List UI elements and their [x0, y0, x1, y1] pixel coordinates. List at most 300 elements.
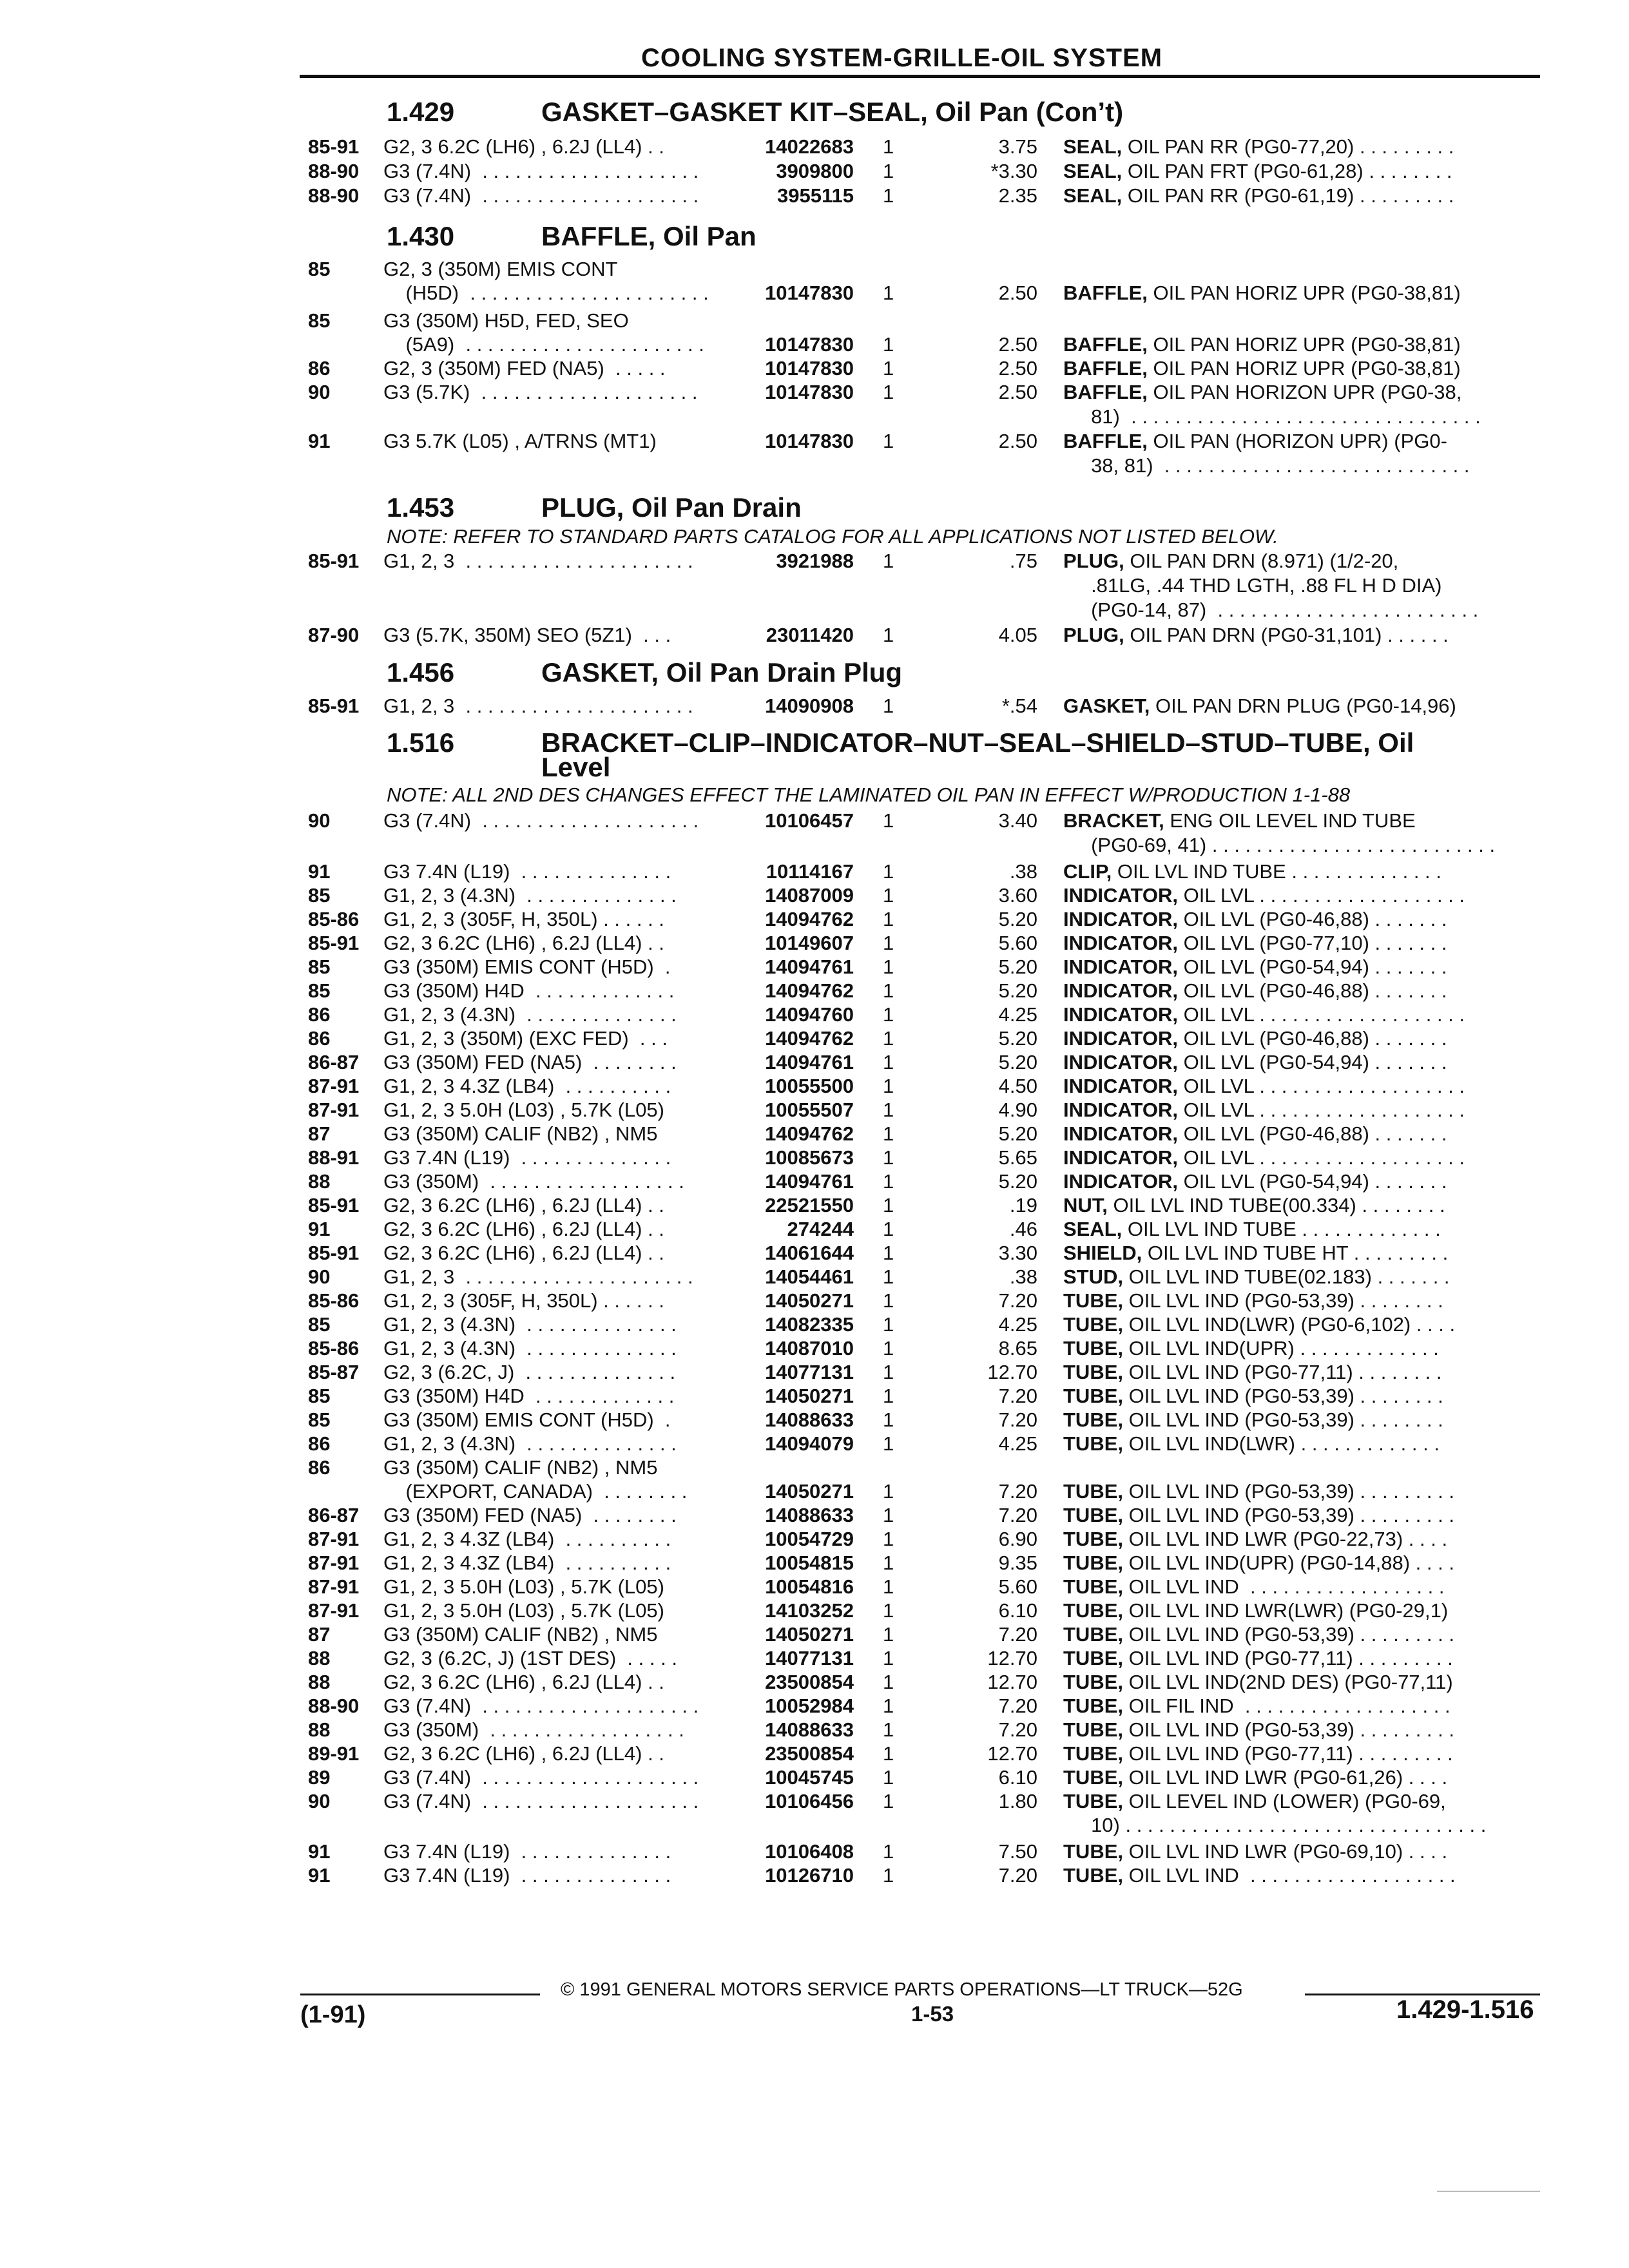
part-number: 14087009 [765, 884, 854, 907]
quantity: 1 [883, 184, 894, 207]
footer-page-number: 1-53 [911, 2002, 954, 2026]
quantity: 1 [883, 1385, 894, 1407]
section-heading [387, 97, 1123, 128]
application: G3 (350M) . . . . . . . . . . . . . . . . . . [383, 1718, 684, 1741]
part-number: 14050271 [765, 1289, 854, 1312]
model-years: 88 [308, 1718, 331, 1741]
price: 5.20 [998, 1122, 1037, 1145]
part-number: 14094762 [765, 979, 854, 1002]
price: 7.20 [998, 1385, 1037, 1407]
price: 4.05 [998, 624, 1037, 646]
quantity: 1 [883, 956, 894, 978]
description [1063, 1671, 1453, 1694]
part-number: 22521550 [765, 1194, 854, 1216]
part-number: 14061644 [765, 1242, 854, 1264]
part-number: 274244 [787, 1218, 854, 1240]
part-name: TUBE, [1063, 1575, 1123, 1598]
model-years: 88-90 [308, 160, 360, 182]
description-text: OIL LVL (PG0-46,88) . . . . . . . [1183, 908, 1447, 930]
description-text: OIL LVL (PG0-54,94) . . . . . . . [1183, 1170, 1447, 1193]
part-name: SEAL, [1063, 1218, 1123, 1240]
part-name: TUBE, [1063, 1289, 1123, 1312]
part-number: 14077131 [765, 1647, 854, 1669]
application: G1, 2, 3 4.3Z (LB4) . . . . . . . . . . [383, 1075, 671, 1097]
description [1063, 184, 1454, 207]
part-number: 14090908 [765, 695, 854, 717]
model-years: 87-91 [308, 1575, 360, 1598]
part-name: SEAL, [1063, 160, 1123, 182]
price: 2.50 [998, 282, 1037, 304]
model-years: 88-90 [308, 184, 360, 207]
quantity: 1 [883, 1432, 894, 1455]
description [1063, 1337, 1439, 1360]
model-years: 85-86 [308, 908, 360, 930]
price: 2.50 [998, 430, 1037, 452]
part-name: TUBE, [1063, 1647, 1123, 1669]
application: (H5D) . . . . . . . . . . . . . . . . . . . . . . [383, 282, 709, 304]
part-number: 10114167 [766, 860, 854, 883]
model-years: 85-91 [308, 1242, 360, 1264]
application: G1, 2, 3 (4.3N) . . . . . . . . . . . . . . [383, 1003, 677, 1026]
part-number: 14088633 [765, 1408, 854, 1431]
part-name: BAFFLE, [1063, 357, 1148, 380]
part-number: 14087010 [765, 1337, 854, 1360]
quantity: 1 [883, 1361, 894, 1383]
price: 5.20 [998, 956, 1037, 978]
model-years: 87-91 [308, 1599, 360, 1622]
part-number: 14094761 [765, 1051, 854, 1073]
application: G3 (350M) FED (NA5) . . . . . . . . [383, 1504, 677, 1526]
price: 7.50 [998, 1840, 1037, 1863]
application: G3 (5.7K, 350M) SEO (5Z1) . . . [383, 624, 671, 646]
description [1063, 860, 1441, 883]
price: 7.20 [998, 1695, 1037, 1717]
model-years: 87-91 [308, 1552, 360, 1574]
quantity: 1 [883, 1313, 894, 1336]
application: G3 7.4N (L19) . . . . . . . . . . . . . . [383, 1146, 671, 1169]
quantity: 1 [883, 381, 894, 403]
quantity: 1 [883, 1790, 894, 1812]
price: 7.20 [998, 1623, 1037, 1646]
description [1063, 574, 1441, 597]
price: 4.90 [998, 1099, 1037, 1121]
description [1063, 884, 1465, 907]
application: G3 (7.4N) . . . . . . . . . . . . . . . . . . . . [383, 160, 699, 182]
description-text: 38, 81) . . . . . . . . . . . . . . . . . . . . . . . . . . . . [1063, 454, 1470, 477]
quantity: 1 [883, 430, 894, 452]
part-number: 23500854 [765, 1671, 854, 1693]
part-number: 23500854 [765, 1742, 854, 1765]
model-years: 90 [308, 1265, 331, 1288]
description-text: OIL PAN DRN (8.971) (1/2-20, [1130, 550, 1399, 572]
description-text: OIL LEVEL IND (LOWER) (PG0-69, [1128, 1790, 1446, 1812]
description [1063, 1242, 1448, 1265]
description [1063, 1075, 1465, 1098]
scan-mark [1437, 2191, 1540, 2192]
part-number: 14050271 [765, 1480, 854, 1503]
quantity: 1 [883, 1242, 894, 1264]
part-name: TUBE, [1063, 1742, 1123, 1765]
description [1063, 1480, 1454, 1503]
application: (EXPORT, CANADA) . . . . . . . . [383, 1480, 688, 1503]
description-text: OIL LVL IND (PG0-53,39) . . . . . . . . . [1128, 1504, 1454, 1526]
price: 5.60 [998, 1575, 1037, 1598]
description-text: OIL LVL IND (PG0-77,11) . . . . . . . . . [1128, 1742, 1453, 1765]
application: G3 (350M) CALIF (NB2) , NM5 [383, 1623, 658, 1646]
page-header-title: COOLING SYSTEM-GRILLE-OIL SYSTEM [641, 44, 1163, 72]
application: G1, 2, 3 . . . . . . . . . . . . . . . . . . . . . [383, 1265, 693, 1288]
price: 5.65 [998, 1146, 1037, 1169]
price: 5.20 [998, 979, 1037, 1002]
application: G1, 2, 3 5.0H (L03) , 5.7K (L05) [383, 1599, 664, 1622]
description [1063, 405, 1481, 428]
part-name: TUBE, [1063, 1408, 1123, 1431]
part-name: TUBE, [1063, 1432, 1123, 1455]
application: G1, 2, 3 (305F, H, 350L) . . . . . . [383, 1289, 664, 1312]
application: G2, 3 (350M) FED (NA5) . . . . . [383, 357, 666, 380]
price: 7.20 [998, 1718, 1037, 1741]
description [1063, 333, 1461, 356]
description-text: OIL LVL . . . . . . . . . . . . . . . . . . . [1183, 884, 1465, 907]
description [1063, 932, 1447, 955]
model-years: 88-91 [308, 1146, 360, 1169]
price: 12.70 [987, 1647, 1037, 1669]
description-text: 10) . . . . . . . . . . . . . . . . . . . . . . . . . . . . . . . . . [1063, 1814, 1487, 1836]
description-text: ENG OIL LEVEL IND TUBE [1170, 809, 1416, 832]
price: 6.10 [998, 1599, 1037, 1622]
application: G3 5.7K (L05) , A/TRNS (MT1) [383, 430, 657, 452]
part-name: INDICATOR, [1063, 1099, 1178, 1121]
price: 6.10 [998, 1766, 1037, 1789]
price: 3.40 [998, 809, 1037, 832]
application: G2, 3 6.2C (LH6) , 6.2J (LL4) . . [383, 135, 664, 158]
part-number: 14103252 [765, 1599, 854, 1622]
application: G1, 2, 3 5.0H (L03) , 5.7K (L05) [383, 1575, 664, 1598]
model-years: 90 [308, 381, 331, 403]
part-name: BAFFLE, [1063, 333, 1148, 356]
description-text: OIL LVL IND TUBE(00.334) . . . . . . . . [1113, 1194, 1445, 1216]
part-name: TUBE, [1063, 1504, 1123, 1526]
description-text: OIL LVL . . . . . . . . . . . . . . . . . . . [1183, 1003, 1465, 1026]
quantity: 1 [883, 1528, 894, 1550]
model-years: 85 [308, 258, 331, 280]
application: G3 (350M) EMIS CONT (H5D) . [383, 1408, 671, 1431]
price: .38 [1009, 860, 1037, 883]
application: G1, 2, 3 (305F, H, 350L) . . . . . . [383, 908, 664, 930]
description [1063, 1504, 1454, 1527]
quantity: 1 [883, 1289, 894, 1312]
application: G2, 3 6.2C (LH6) , 6.2J (LL4) . . [383, 1218, 664, 1240]
part-name: TUBE, [1063, 1790, 1123, 1812]
description-text: OIL PAN HORIZ UPR (PG0-38,81) [1153, 282, 1461, 304]
part-number: 3955115 [777, 184, 854, 207]
quantity: 1 [883, 1027, 894, 1050]
price: 1.80 [998, 1790, 1037, 1812]
part-name: GASKET, [1063, 695, 1150, 717]
part-name: TUBE, [1063, 1552, 1123, 1574]
quantity: 1 [883, 1623, 894, 1646]
model-years: 86-87 [308, 1504, 360, 1526]
application: G2, 3 6.2C (LH6) , 6.2J (LL4) . . [383, 1242, 664, 1264]
section-note: NOTE: REFER TO STANDARD PARTS CATALOG FOR ALL APPLICATIONS NOT LISTED BELOW. [387, 525, 1278, 548]
price: 4.25 [998, 1313, 1037, 1336]
part-number: 10147830 [765, 381, 854, 403]
description-text: OIL LVL IND (PG0-53,39) . . . . . . . . . [1128, 1480, 1454, 1503]
description [1063, 454, 1470, 477]
part-number: 14082335 [765, 1313, 854, 1336]
description-text: OIL LVL IND (PG0-53,39) . . . . . . . . [1128, 1289, 1443, 1312]
description [1063, 1599, 1448, 1622]
part-number: 14077131 [765, 1361, 854, 1383]
section-number: 1.456 [387, 657, 455, 687]
part-name: TUBE, [1063, 1623, 1123, 1646]
description-text: OIL LVL IND TUBE . . . . . . . . . . . . . [1127, 1218, 1441, 1240]
price: 5.20 [998, 908, 1037, 930]
part-name: INDICATOR, [1063, 1003, 1178, 1026]
quantity: 1 [883, 1766, 894, 1789]
part-number: 10054816 [765, 1575, 854, 1598]
description [1063, 1647, 1453, 1670]
description-text: OIL LVL IND LWR (PG0-22,73) . . . . [1128, 1528, 1448, 1550]
application: G1, 2, 3 (4.3N) . . . . . . . . . . . . . . [383, 1337, 677, 1360]
description [1063, 1289, 1443, 1312]
part-name: SEAL, [1063, 135, 1123, 158]
model-years: 87-91 [308, 1099, 360, 1121]
description-text: OIL LVL IND . . . . . . . . . . . . . . . . . . . [1128, 1864, 1456, 1887]
quantity: 1 [883, 1075, 894, 1097]
price: 4.25 [998, 1003, 1037, 1026]
price: 7.20 [998, 1864, 1037, 1887]
price: 5.20 [998, 1170, 1037, 1193]
model-years: 85 [308, 1408, 331, 1431]
part-name: TUBE, [1063, 1361, 1123, 1383]
part-name: INDICATOR, [1063, 1122, 1178, 1145]
application: G2, 3 6.2C (LH6) , 6.2J (LL4) . . [383, 1671, 664, 1693]
description-text: OIL LVL (PG0-46,88) . . . . . . . [1183, 1027, 1447, 1050]
model-years: 87-91 [308, 1528, 360, 1550]
application: G1, 2, 3 (350M) (EXC FED) . . . [383, 1027, 668, 1050]
description-text: OIL PAN (HORIZON UPR) (PG0- [1153, 430, 1447, 452]
application: G1, 2, 3 4.3Z (LB4) . . . . . . . . . . [383, 1528, 671, 1550]
part-number: 14094761 [765, 956, 854, 978]
application: G3 (7.4N) . . . . . . . . . . . . . . . . . . . . [383, 1790, 699, 1812]
price: 3.60 [998, 884, 1037, 907]
description [1063, 282, 1461, 305]
model-years: 91 [308, 860, 331, 883]
section-heading [387, 492, 802, 523]
description-text: OIL LVL . . . . . . . . . . . . . . . . . . . [1183, 1099, 1465, 1121]
description-text: OIL PAN DRN (PG0-31,101) . . . . . . [1130, 624, 1449, 646]
description-text: OIL LVL IND(UPR) . . . . . . . . . . . . . [1128, 1337, 1439, 1360]
application: G3 (350M) H5D, FED, SEO [383, 309, 629, 332]
part-number: 10055500 [765, 1075, 854, 1097]
model-years: 85-86 [308, 1289, 360, 1312]
part-name: STUD, [1063, 1265, 1123, 1288]
part-name: TUBE, [1063, 1718, 1123, 1741]
application: G3 (5.7K) . . . . . . . . . . . . . . . . . . . . [383, 381, 698, 403]
quantity: 1 [883, 809, 894, 832]
description [1063, 1218, 1441, 1241]
part-name: BAFFLE, [1063, 282, 1148, 304]
application: G1, 2, 3 (4.3N) . . . . . . . . . . . . . . [383, 1432, 677, 1455]
description-text: OIL LVL IND TUBE HT . . . . . . . . . [1147, 1242, 1449, 1264]
part-name: TUBE, [1063, 1313, 1123, 1336]
part-name: INDICATOR, [1063, 1075, 1178, 1097]
part-name: INDICATOR, [1063, 1146, 1178, 1169]
description-text: OIL PAN RR (PG0-77,20) . . . . . . . . . [1127, 135, 1454, 158]
part-name: TUBE, [1063, 1840, 1123, 1863]
quantity: 1 [883, 1864, 894, 1887]
quantity: 1 [883, 1265, 894, 1288]
description [1063, 1194, 1445, 1217]
model-years: 85 [308, 979, 331, 1002]
model-years: 85-87 [308, 1361, 360, 1383]
description [1063, 979, 1447, 1003]
section-number: 1.453 [387, 492, 455, 523]
part-name: INDICATOR, [1063, 1170, 1178, 1193]
part-name: PLUG, [1063, 624, 1124, 646]
description [1063, 160, 1452, 183]
application: G3 (350M) FED (NA5) . . . . . . . . [383, 1051, 677, 1073]
model-years: 87-90 [308, 624, 360, 646]
application: G1, 2, 3 5.0H (L03) , 5.7K (L05) [383, 1099, 664, 1121]
application: G3 (350M) CALIF (NB2) , NM5 [383, 1122, 658, 1145]
part-number: 23011420 [766, 624, 854, 646]
part-number: 10085673 [765, 1146, 854, 1169]
quantity: 1 [883, 1480, 894, 1503]
price: 7.20 [998, 1480, 1037, 1503]
section-number: 1.516 [387, 727, 455, 758]
price: 6.90 [998, 1528, 1037, 1550]
section-title: GASKET–GASKET KIT–SEAL, Oil Pan (Con’t) [541, 97, 1124, 127]
quantity: 1 [883, 1146, 894, 1169]
application: (5A9) . . . . . . . . . . . . . . . . . . . . . . [383, 333, 704, 356]
description [1063, 695, 1456, 718]
description-text: OIL LVL IND (PG0-53,39) . . . . . . . . [1128, 1408, 1443, 1431]
description-text: .81LG, .44 THD LGTH, .88 FL H D DIA) [1063, 574, 1442, 597]
description [1063, 1742, 1453, 1765]
part-name: BRACKET, [1063, 809, 1164, 832]
application: G2, 3 (6.2C, J) . . . . . . . . . . . . . . [383, 1361, 676, 1383]
section-title: PLUG, Oil Pan Drain [541, 492, 802, 523]
description-text: OIL LVL IND LWR(LWR) (PG0-29,1) [1128, 1599, 1449, 1622]
application: G2, 3 (6.2C, J) (1ST DES) . . . . . [383, 1647, 677, 1669]
part-number: 10052984 [765, 1695, 854, 1717]
quantity: 1 [883, 1552, 894, 1574]
application: G2, 3 (350M) EMIS CONT [383, 258, 618, 280]
description-text: OIL LVL (PG0-46,88) . . . . . . . [1183, 1122, 1447, 1145]
section-title: BRACKET–CLIP–INDICATOR–NUT–SEAL–SHIELD–STUD–TUBE, Oil [541, 727, 1414, 758]
quantity: 1 [883, 624, 894, 646]
description [1063, 1718, 1454, 1742]
footer-rule-left [300, 1994, 540, 1995]
quantity: 1 [883, 1337, 894, 1360]
part-number: 10147830 [765, 430, 854, 452]
model-years: 89 [308, 1766, 331, 1789]
part-number: 14050271 [765, 1385, 854, 1407]
description-text: OIL PAN FRT (PG0-61,28) . . . . . . . . [1127, 160, 1452, 182]
description-text: OIL PAN HORIZ UPR (PG0-38,81) [1153, 333, 1461, 356]
part-number: 14088633 [765, 1504, 854, 1526]
description-text: OIL LVL . . . . . . . . . . . . . . . . . . . [1183, 1075, 1465, 1097]
model-years: 87-91 [308, 1075, 360, 1097]
model-years: 85-91 [308, 695, 360, 717]
description-text: OIL LVL IND TUBE . . . . . . . . . . . . . . [1117, 860, 1441, 883]
section-title: BAFFLE, Oil Pan [541, 221, 757, 251]
model-years: 91 [308, 1840, 331, 1863]
description-text: OIL LVL IND (PG0-77,11) . . . . . . . . . [1128, 1647, 1453, 1669]
description [1063, 430, 1447, 453]
description-text: (PG0-14, 87) . . . . . . . . . . . . . . . . . . . . . . . . [1063, 599, 1479, 621]
section-title: Level [541, 752, 611, 782]
application: G3 (350M) H4D . . . . . . . . . . . . . [383, 979, 675, 1002]
description [1063, 1528, 1447, 1551]
section-note: NOTE: ALL 2ND DES CHANGES EFFECT THE LAMINATED OIL PAN IN EFFECT W/PRODUCTION 1-1-88 [387, 783, 1351, 806]
description [1063, 550, 1398, 573]
part-number: 14094760 [765, 1003, 854, 1026]
description [1063, 1814, 1486, 1837]
description-text: OIL PAN HORIZ UPR (PG0-38,81) [1153, 357, 1461, 380]
description [1063, 624, 1449, 647]
description-text: OIL LVL . . . . . . . . . . . . . . . . . . . [1183, 1146, 1465, 1169]
quantity: 1 [883, 1218, 894, 1240]
price: 12.70 [987, 1671, 1037, 1693]
quantity: 1 [883, 1575, 894, 1598]
application: G3 (350M) EMIS CONT (H5D) . [383, 956, 671, 978]
price: 7.20 [998, 1504, 1037, 1526]
section-title: GASKET, Oil Pan Drain Plug [541, 657, 903, 687]
quantity: 1 [883, 333, 894, 356]
part-number: 14050271 [765, 1623, 854, 1646]
part-number: 10126710 [765, 1864, 854, 1887]
quantity: 1 [883, 1099, 894, 1121]
price: 4.25 [998, 1432, 1037, 1455]
part-number: 14094762 [765, 908, 854, 930]
application: G1, 2, 3 4.3Z (LB4) . . . . . . . . . . [383, 1552, 671, 1574]
description [1063, 1408, 1443, 1432]
description-text: OIL LVL IND LWR (PG0-69,10) . . . . [1128, 1840, 1448, 1863]
model-years: 88 [308, 1647, 331, 1669]
description [1063, 1864, 1456, 1887]
part-number: 14094762 [765, 1122, 854, 1145]
part-number: 10147830 [765, 357, 854, 380]
description-text: OIL LVL IND (PG0-53,39) . . . . . . . . [1128, 1385, 1443, 1407]
description [1063, 1552, 1454, 1575]
part-number: 10147830 [765, 282, 854, 304]
part-name: TUBE, [1063, 1864, 1123, 1887]
description-text: OIL LVL IND(LWR) . . . . . . . . . . . . . [1128, 1432, 1440, 1455]
price: 12.70 [987, 1742, 1037, 1765]
price: *3.30 [990, 160, 1037, 182]
application: G3 (7.4N) . . . . . . . . . . . . . . . . . . . . [383, 1766, 699, 1789]
description [1063, 1575, 1444, 1599]
application: G3 (7.4N) . . . . . . . . . . . . . . . . . . . . [383, 1695, 699, 1717]
description [1063, 357, 1461, 380]
model-years: 86 [308, 357, 331, 380]
quantity: 1 [883, 884, 894, 907]
quantity: 1 [883, 1170, 894, 1193]
quantity: 1 [883, 695, 894, 717]
model-years: 85 [308, 309, 331, 332]
part-name: PLUG, [1063, 550, 1124, 572]
description [1063, 834, 1495, 857]
description [1063, 908, 1447, 931]
quantity: 1 [883, 1194, 894, 1216]
description-text: OIL LVL IND (PG0-77,11) . . . . . . . . [1128, 1361, 1442, 1383]
part-name: CLIP, [1063, 860, 1112, 883]
description-text: OIL LVL IND(LWR) (PG0-6,102) . . . . [1128, 1313, 1456, 1336]
model-years: 87 [308, 1623, 331, 1646]
